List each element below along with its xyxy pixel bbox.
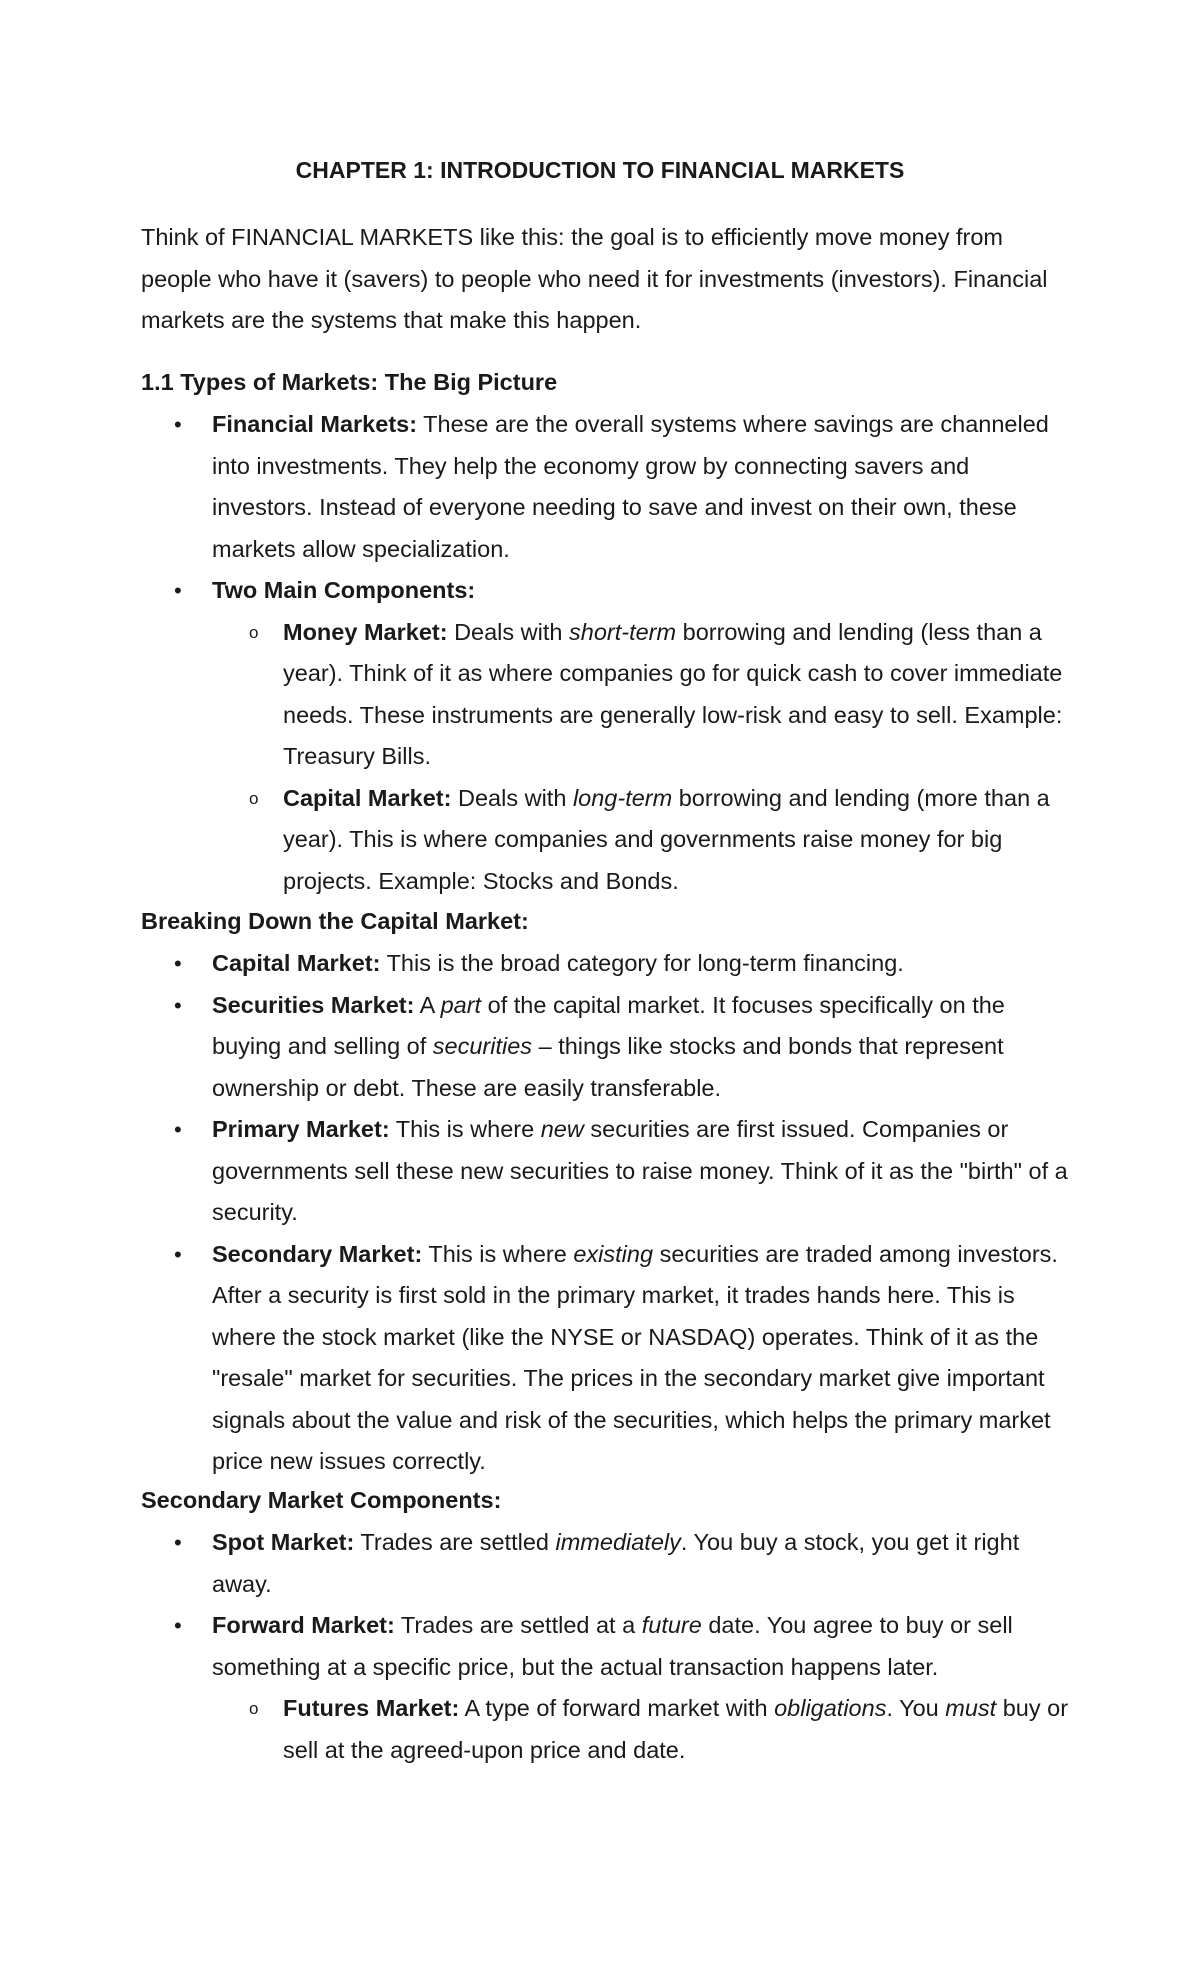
term-futures-market: Futures Market:: [283, 1695, 460, 1721]
list-item-forward-market: [141, 1605, 1071, 1771]
emphasis-securities: securities: [432, 1033, 533, 1059]
term-capital-market: Capital Market:: [283, 784, 452, 811]
definition-securities-part-a: A: [414, 991, 441, 1018]
definition-capital-market-broad: This is the broad category for long-term financing.: [380, 950, 904, 976]
definition-futures-part-a: A type of forward market with: [459, 1695, 775, 1721]
definition-secondary-part: This is where: [422, 1240, 574, 1267]
term-two-main-components: Two Main Components:: [212, 577, 476, 603]
definition-primary-rest: securities are first issued. Companies or governments sell these new securities to raise money. Think of it as the "birth" of a security.: [212, 1116, 1068, 1225]
types-of-markets-list: [141, 404, 1071, 902]
definition-financial-markets: These are the overall systems where savings are channeled into investments. They help the economy grow by connecting savers and investors. Instead of everyone needing to save and invest on their own, these markets allow specialization.: [212, 411, 1049, 562]
definition-primary-part: This is where: [389, 1116, 541, 1142]
definition-capital-market-rest: borrowing and lending (more than a year). This is where companies and governments raise money for big projects. Example: Stocks and Bonds.: [283, 784, 1050, 894]
components-sublist: [212, 612, 1071, 903]
list-item-securities-market: [141, 985, 1071, 1110]
definition-forward-rest: date. You agree to buy or sell something at a specific price, but the actual transaction happens later.: [212, 1612, 1013, 1680]
list-item-futures-market: [212, 1688, 1071, 1771]
list-item-capital-market: [141, 943, 1071, 985]
emphasis-obligations: obligations: [774, 1695, 887, 1721]
emphasis-new: new: [540, 1116, 584, 1142]
secondary-components-list: [141, 1522, 1071, 1771]
term-securities-market: Securities Market:: [212, 991, 415, 1018]
list-item-financial-markets: [141, 404, 1071, 570]
forward-market-sublist: [212, 1688, 1071, 1771]
list-item-capital-market-component: [212, 778, 1071, 903]
emphasis-long-term: long-term: [572, 784, 673, 811]
definition-securities-part-b: of the capital market. It focuses specifically on the buying and selling of: [212, 991, 1005, 1059]
definition-spot-rest: . You buy a stock, you get it right away.: [212, 1529, 1020, 1597]
term-forward-market: Forward Market:: [212, 1612, 395, 1638]
list-item-two-main-components: [141, 570, 1071, 902]
term-spot-market: Spot Market:: [212, 1529, 355, 1555]
section-heading-secondary-components: Secondary Market Components:: [141, 1487, 502, 1513]
term-capital-market-broad: Capital Market:: [212, 950, 381, 976]
page-title: CHAPTER 1: INTRODUCTION TO FINANCIAL MARKETS: [295, 157, 905, 183]
emphasis-must: must: [945, 1695, 997, 1721]
definition-futures-part-b: . You: [886, 1695, 946, 1721]
list-item-money-market: [212, 612, 1071, 778]
emphasis-immediately: immediately: [555, 1529, 681, 1555]
capital-market-list: [141, 943, 1071, 1483]
definition-secondary-rest: securities are traded among investors. After a security is first sold in the primary market, it trades hands here. This is where the stock market (like the NYSE or NASDAQ) operates. Think of it as the "resale" market for securities. The prices in the secondary market give important signals about the value and risk of the securities, which helps the primary market price new issues correctly.: [212, 1240, 1058, 1474]
term-money-market: Money Market:: [283, 618, 448, 645]
section-heading-types-of-markets: 1.1 Types of Markets: The Big Picture: [141, 369, 558, 395]
emphasis-short-term: short-term: [569, 618, 677, 645]
term-financial-markets: Financial Markets:: [212, 411, 418, 437]
list-item-spot-market: [141, 1522, 1071, 1605]
emphasis-existing: existing: [573, 1240, 654, 1267]
definition-capital-market-part: Deals with: [451, 784, 573, 811]
list-item-primary-market: [141, 1109, 1071, 1234]
emphasis-future: future: [641, 1612, 702, 1638]
definition-spot-part: Trades are settled: [354, 1529, 556, 1555]
list-item-secondary-market: [141, 1234, 1071, 1483]
intro-paragraph: Think of FINANCIAL MARKETS like this: the goal is to efficiently move money from people who have it (savers) to people who need it for investments (investors). Financial markets are the systems that make this happen.: [141, 224, 1048, 333]
definition-securities-part-c: – things like stocks and bonds that represent ownership or debt. These are easily transferable.: [212, 1033, 1004, 1101]
term-secondary-market: Secondary Market:: [212, 1240, 423, 1267]
definition-futures-part-c: buy or sell at the agreed-upon price and date.: [283, 1695, 1069, 1763]
emphasis-part: part: [440, 991, 482, 1018]
definition-forward-part: Trades are settled at a: [394, 1612, 642, 1638]
term-primary-market: Primary Market:: [212, 1116, 390, 1142]
definition-money-market-part: Deals with: [447, 618, 570, 645]
definition-money-market-rest: borrowing and lending (less than a year). Think of it as where companies go for quick cash to cover immediate needs. These instruments are generally low-risk and easy to sell. Example: Treasury Bills.: [283, 618, 1063, 769]
section-heading-capital-market: Breaking Down the Capital Market:: [141, 908, 529, 934]
